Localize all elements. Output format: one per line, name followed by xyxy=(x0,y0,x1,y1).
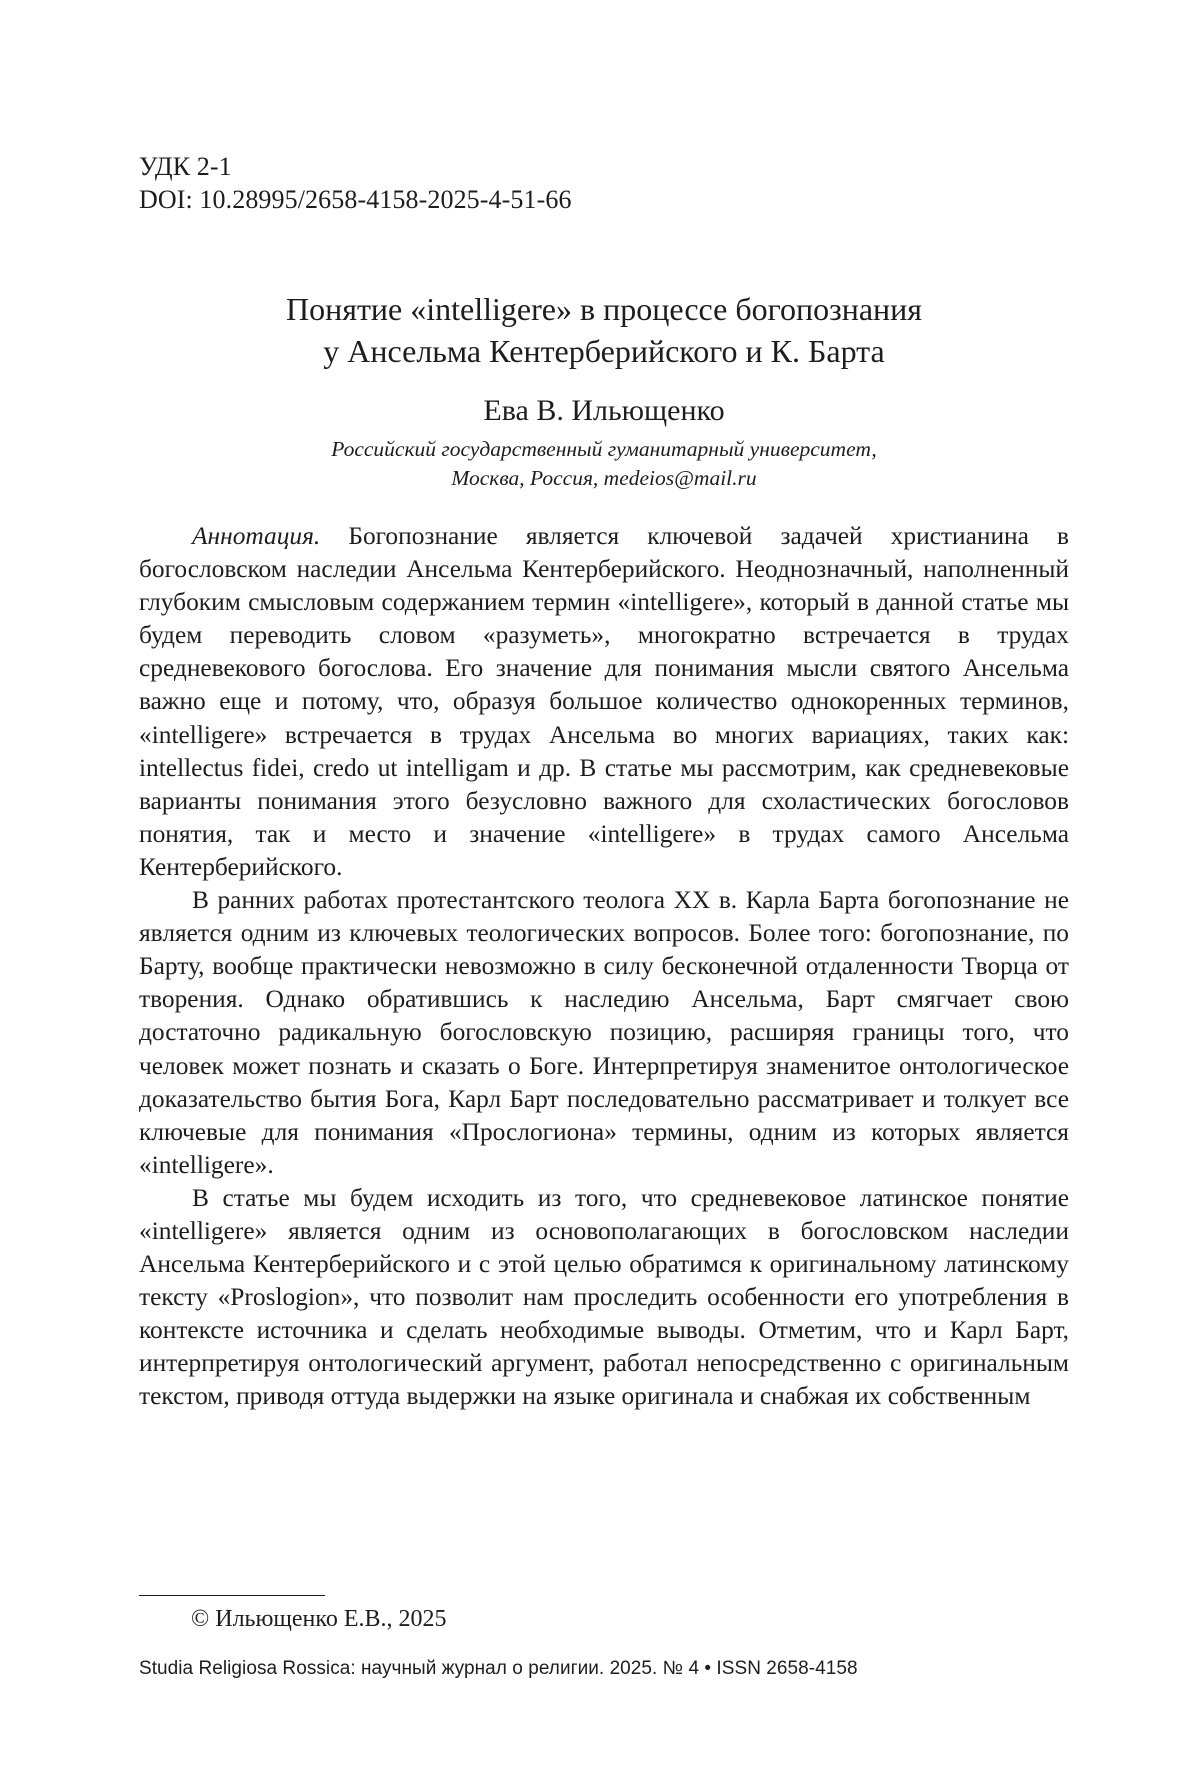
title-line-1: Понятие «intelligere» в процессе богопознания xyxy=(285,291,922,327)
author-name: Ева В. Ильющенко xyxy=(483,394,725,427)
doi[interactable]: DOI: 10.28995/2658-4158-2025-4-51-66 xyxy=(139,185,572,214)
udc-code: УДК 2-1 xyxy=(139,152,232,181)
abstract-label: Аннотация. xyxy=(192,522,321,550)
title-line-2: у Ансельма Кентерберийского и К. Барта xyxy=(323,333,885,369)
abstract-paragraph-1-text: Богопознание является ключевой задачей христианина в богословском наследии Ансельма Кентерберийского. Неоднозначный, наполненный глубоким смысловым содержанием термин «intelligere», который в данной статье мы будем переводить словом «разуметь», многократно встречается в трудах средневекового богослова. Его значение для понимания мысли святого Ансельма важно еще и потому, что, образуя большое количество однокоренных терминов, «intelligere» встречается в трудах Ансельма во многих вариациях, таких как: intellectus fidei, credo ut intelligam и др. В статье мы рассмотрим, как средневековые варианты понимания этого безусловно важного для схоластических богословов понятия, так и место и значение «intelligere» в трудах самого Ансельма Кентерберийского. xyxy=(139,522,1069,881)
journal-footer: Studia Religiosa Rossica: научный журнал о религии. 2025. № 4 • ISSN 2658-4158 xyxy=(139,1658,858,1679)
abstract-paragraph-1 xyxy=(139,520,1069,884)
affiliation-line-2: Москва, Россия, medeios@mail.ru xyxy=(451,466,757,490)
abstract-paragraph-2: В ранних работах протестантского теолога XX в. Карла Барта богопознание не является одним из ключевых теологических вопросов. Более того: богопознание, по Барту, вообще практически невозможно в силу бесконечной отдаленности Творца от творения. Однако обратившись к наследию Ансельма, Барт смягчает свою достаточно радикальную богословскую позицию, расширяя границы того, что человек может познать и сказать о Боге. Интерпретируя знаменитое онтологическое доказательство бытия Бога, Карл Барт последовательно рассматривает и толкует все ключевые для понимания «Прослогиона» термины, одним из которых является «intelligere». xyxy=(139,886,1069,1179)
header-meta xyxy=(139,150,1069,216)
article-page xyxy=(139,150,1069,1414)
article-title xyxy=(139,288,1069,372)
affiliation-line-1: Российский государственный гуманитарный университет, xyxy=(331,437,877,461)
abstract xyxy=(139,520,1069,1414)
abstract-paragraph-3: В статье мы будем исходить из того, что средневековое латинское понятие «intelligere» является одним из основополагающих в богословском наследии Ансельма Кентерберийского и с этой целью обратимся к оригинальному латинскому тексту «Proslogion», что позволит нам проследить особенности его употребления в контексте источника и сделать необходимые выводы. Отметим, что и Карл Барт, интерпретируя онтологический аргумент, работал непосредственно с оригинальным текстом, приводя оттуда выдержки на языке оригинала и снабжая их собственным xyxy=(139,1183,1069,1411)
copyright-note: © Ильющенко Е.В., 2025 xyxy=(191,1606,447,1632)
footnote-divider xyxy=(139,1595,325,1596)
author-affiliation xyxy=(139,435,1069,493)
